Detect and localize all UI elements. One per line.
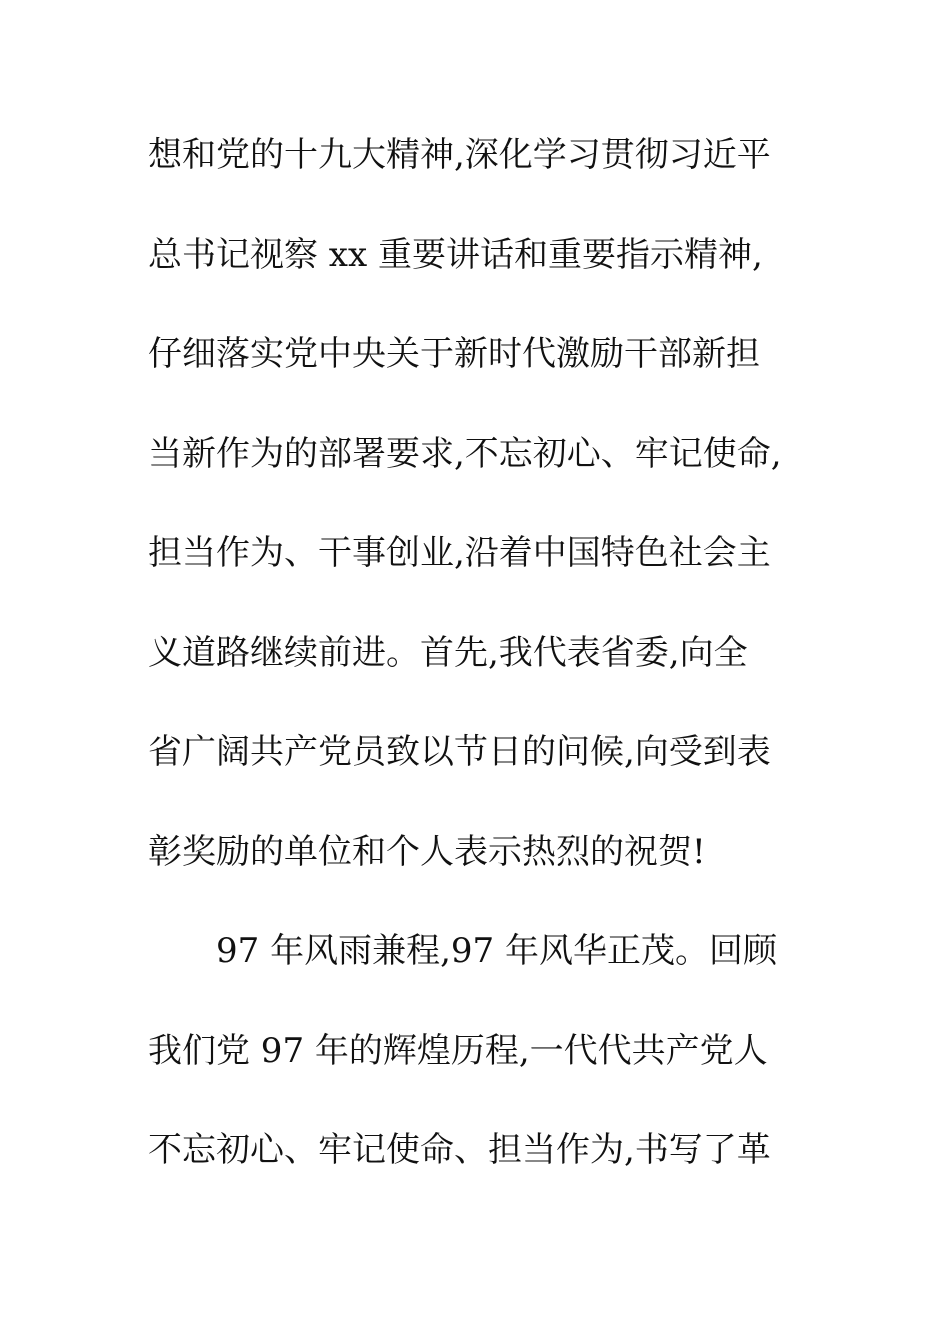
text-line: 彰奖励的单位和个人表示热烈的祝贺!: [148, 831, 706, 872]
text-line: 想和党的十九大精神,深化学习贯彻习近平: [148, 135, 771, 175]
text-line: 省广阔共产党员致以节日的问候,向受到表: [148, 732, 771, 772]
paragraph-start-line: 97 年风雨兼程,97 年风华正茂。回顾: [216, 931, 777, 971]
text-line: 当新作为的部署要求,不忘初心、牢记使命,: [148, 433, 782, 474]
text-line: 仔细落实党中央关于新时代激励干部新担: [148, 334, 760, 374]
text-line: 我们党 97 年的辉煌历程,一代代共产党人: [148, 1030, 768, 1071]
text-line: 担当作为、干事创业,沿着中国特色社会主: [148, 533, 771, 573]
text-line: 不忘初心、牢记使命、担当作为,书写了革: [148, 1130, 771, 1170]
document-body: [148, 128, 828, 1223]
text-line: 义道路继续前进。首先,我代表省委,向全: [148, 632, 748, 673]
text-line: 总书记视察 xx 重要讲话和重要指示精神,: [148, 234, 763, 275]
